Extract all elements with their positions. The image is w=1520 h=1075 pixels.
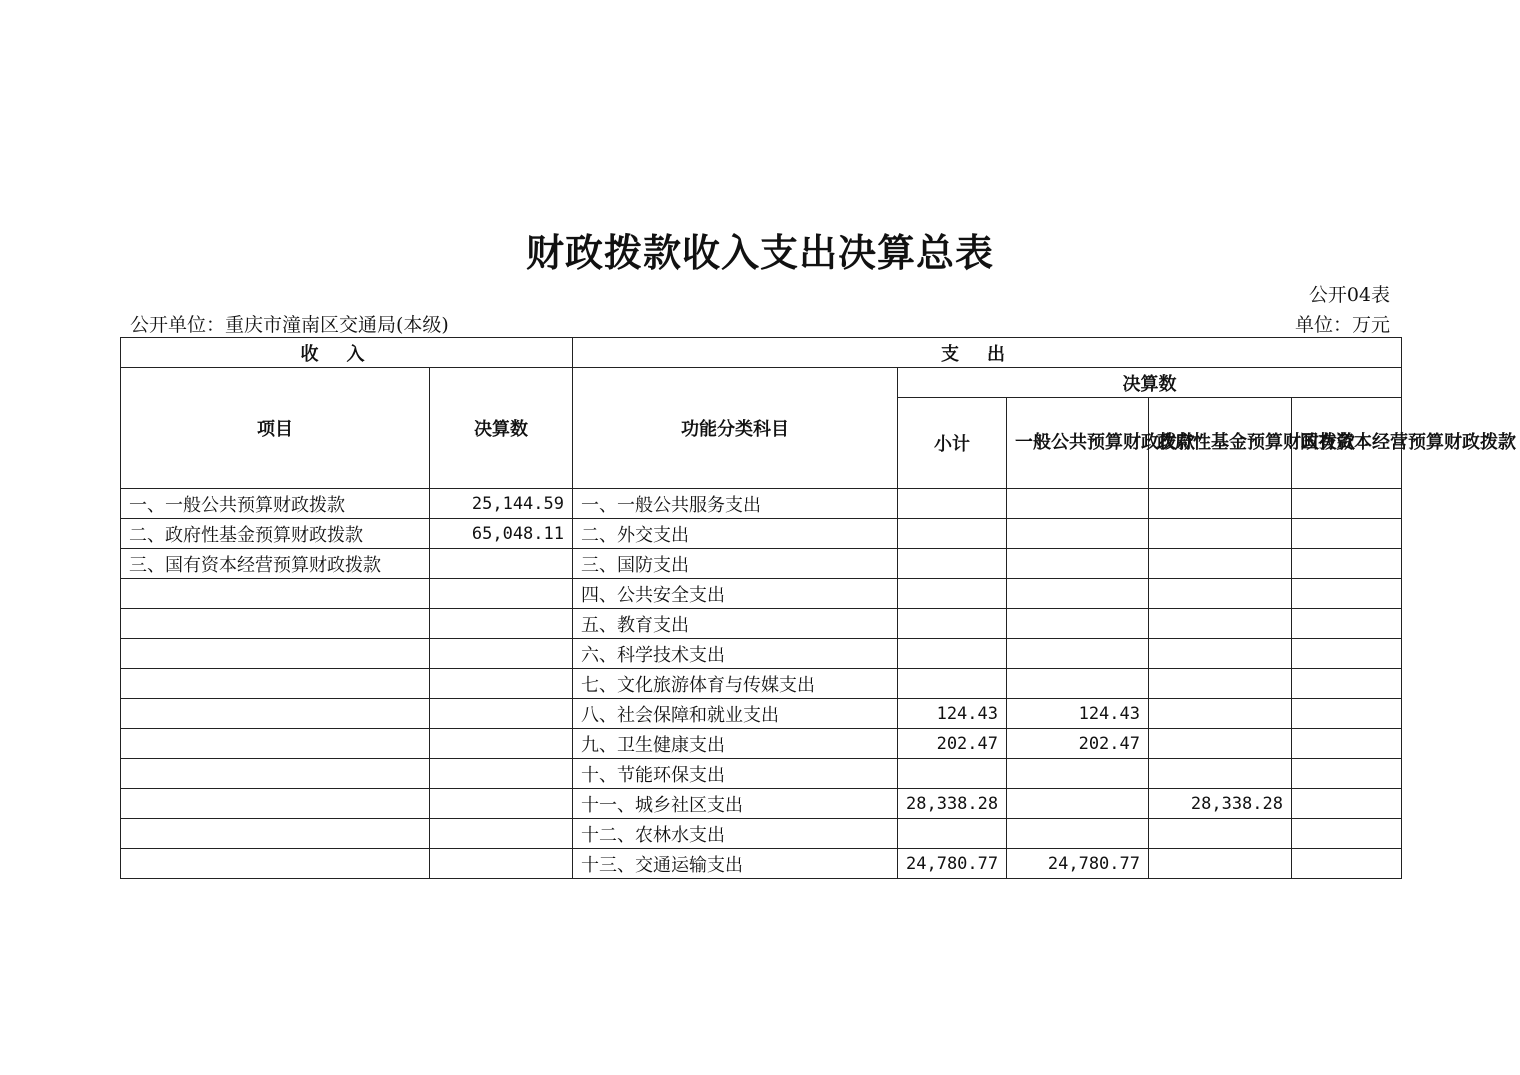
fund-budget-cell <box>1149 759 1292 789</box>
final-accounts-table <box>120 337 1516 879</box>
fund-budget-cell <box>1149 579 1292 609</box>
general-budget-cell <box>1007 759 1149 789</box>
income-item-cell <box>121 609 430 639</box>
function-item-cell: 十、节能环保支出 <box>573 759 898 789</box>
general-budget-cell: 202.47 <box>1007 729 1149 759</box>
general-budget-cell <box>1007 669 1149 699</box>
income-amount-cell <box>430 849 573 879</box>
function-item-cell: 六、科学技术支出 <box>573 639 898 669</box>
general-budget-cell <box>1007 789 1149 819</box>
general-budget-cell <box>1007 489 1149 519</box>
income-item-cell <box>121 699 430 729</box>
function-item-cell: 三、国防支出 <box>573 549 898 579</box>
state-capital-cell <box>1292 849 1402 879</box>
fund-budget-cell <box>1149 519 1292 549</box>
fund-budget-cell <box>1149 729 1292 759</box>
income-item-cell <box>121 639 430 669</box>
currency-unit: 单位：万元 <box>1294 314 1390 336</box>
col-final-group-header: 决算数 <box>898 368 1402 398</box>
subtotal-cell <box>898 669 1007 699</box>
income-item-cell: 一、一般公共预算财政拨款 <box>121 489 430 519</box>
table-row <box>121 669 1402 699</box>
subtotal-cell: 24,780.77 <box>898 849 1007 879</box>
function-item-cell: 十三、交通运输支出 <box>573 849 898 879</box>
state-capital-cell <box>1292 489 1402 519</box>
income-amount-cell: 25,144.59 <box>430 489 573 519</box>
general-budget-cell: 124.43 <box>1007 699 1149 729</box>
subtotal-cell <box>898 579 1007 609</box>
income-amount-cell <box>430 789 573 819</box>
fund-budget-cell <box>1149 549 1292 579</box>
income-header: 收入 <box>121 338 573 368</box>
form-number: 公开04表 <box>1308 284 1390 306</box>
table-row <box>121 729 1402 759</box>
table-row <box>121 699 1402 729</box>
function-item-cell: 九、卫生健康支出 <box>573 729 898 759</box>
income-amount-cell <box>430 669 573 699</box>
function-item-cell: 一、一般公共服务支出 <box>573 489 898 519</box>
fund-budget-cell <box>1149 609 1292 639</box>
col-state-header: 国有资本经营预算财政拨款 <box>1292 398 1402 489</box>
subtotal-cell <box>898 819 1007 849</box>
subtotal-cell <box>898 549 1007 579</box>
col-fund-header: 政府性基金预算财政拨款 <box>1149 398 1292 489</box>
table-row <box>121 849 1402 879</box>
fund-budget-cell <box>1149 849 1292 879</box>
income-item-cell <box>121 819 430 849</box>
subtotal-cell <box>898 489 1007 519</box>
subtotal-cell <box>898 759 1007 789</box>
table-row <box>121 519 1402 549</box>
fund-budget-cell <box>1149 489 1292 519</box>
state-capital-cell <box>1292 579 1402 609</box>
general-budget-cell <box>1007 609 1149 639</box>
subtotal-cell <box>898 519 1007 549</box>
function-item-cell: 十一、城乡社区支出 <box>573 789 898 819</box>
income-item-cell <box>121 579 430 609</box>
income-item-cell <box>121 759 430 789</box>
table-row <box>121 489 1402 519</box>
subtotal-cell: 124.43 <box>898 699 1007 729</box>
subtotal-cell: 202.47 <box>898 729 1007 759</box>
table-row <box>121 819 1402 849</box>
fund-budget-cell <box>1149 819 1292 849</box>
general-budget-cell: 24,780.77 <box>1007 849 1149 879</box>
table-row <box>121 789 1402 819</box>
function-item-cell: 七、文化旅游体育与传媒支出 <box>573 669 898 699</box>
income-item-cell <box>121 789 430 819</box>
state-capital-cell <box>1292 549 1402 579</box>
income-amount-cell <box>430 729 573 759</box>
general-budget-cell <box>1007 549 1149 579</box>
general-budget-cell <box>1007 579 1149 609</box>
subtotal-cell <box>898 609 1007 639</box>
fund-budget-cell <box>1149 699 1292 729</box>
table-body <box>121 489 1402 879</box>
income-item-cell: 三、国有资本经营预算财政拨款 <box>121 549 430 579</box>
function-item-cell: 二、外交支出 <box>573 519 898 549</box>
function-item-cell: 十二、农林水支出 <box>573 819 898 849</box>
state-capital-cell <box>1292 699 1402 729</box>
general-budget-cell <box>1007 519 1149 549</box>
table-row <box>121 579 1402 609</box>
state-capital-cell <box>1292 519 1402 549</box>
table-row <box>121 759 1402 789</box>
state-capital-cell <box>1292 789 1402 819</box>
income-amount-cell <box>430 609 573 639</box>
income-item-cell <box>121 669 430 699</box>
income-item-cell: 二、政府性基金预算财政拨款 <box>121 519 430 549</box>
state-capital-cell <box>1292 669 1402 699</box>
subtotal-cell: 28,338.28 <box>898 789 1007 819</box>
page-title: 财政拨款收入支出决算总表 <box>525 230 994 275</box>
income-amount-cell <box>430 639 573 669</box>
col-function-header: 功能分类科目 <box>573 368 898 489</box>
publishing-unit: 公开单位：重庆市潼南区交通局(本级) <box>130 314 449 336</box>
table-row <box>121 639 1402 669</box>
fund-budget-cell: 28,338.28 <box>1149 789 1292 819</box>
income-amount-cell <box>430 819 573 849</box>
state-capital-cell <box>1292 729 1402 759</box>
function-item-cell: 八、社会保障和就业支出 <box>573 699 898 729</box>
income-amount-cell <box>430 699 573 729</box>
col-subtotal-header: 小计 <box>898 398 1007 489</box>
function-item-cell: 五、教育支出 <box>573 609 898 639</box>
fund-budget-cell <box>1149 639 1292 669</box>
expense-header: 支出 <box>573 338 1402 368</box>
state-capital-cell <box>1292 759 1402 789</box>
col-amount-header: 决算数 <box>430 368 573 489</box>
general-budget-cell <box>1007 639 1149 669</box>
col-general-header: 一般公共预算财政拨款 <box>1007 398 1149 489</box>
state-capital-cell <box>1292 639 1402 669</box>
function-item-cell: 四、公共安全支出 <box>573 579 898 609</box>
table-row <box>121 549 1402 579</box>
income-amount-cell <box>430 549 573 579</box>
table-row <box>121 609 1402 639</box>
income-amount-cell: 65,048.11 <box>430 519 573 549</box>
fund-budget-cell <box>1149 669 1292 699</box>
income-amount-cell <box>430 579 573 609</box>
state-capital-cell <box>1292 819 1402 849</box>
income-item-cell <box>121 729 430 759</box>
state-capital-cell <box>1292 609 1402 639</box>
subtotal-cell <box>898 639 1007 669</box>
col-item-header: 项目 <box>121 368 430 489</box>
general-budget-cell <box>1007 819 1149 849</box>
income-amount-cell <box>430 759 573 789</box>
income-item-cell <box>121 849 430 879</box>
